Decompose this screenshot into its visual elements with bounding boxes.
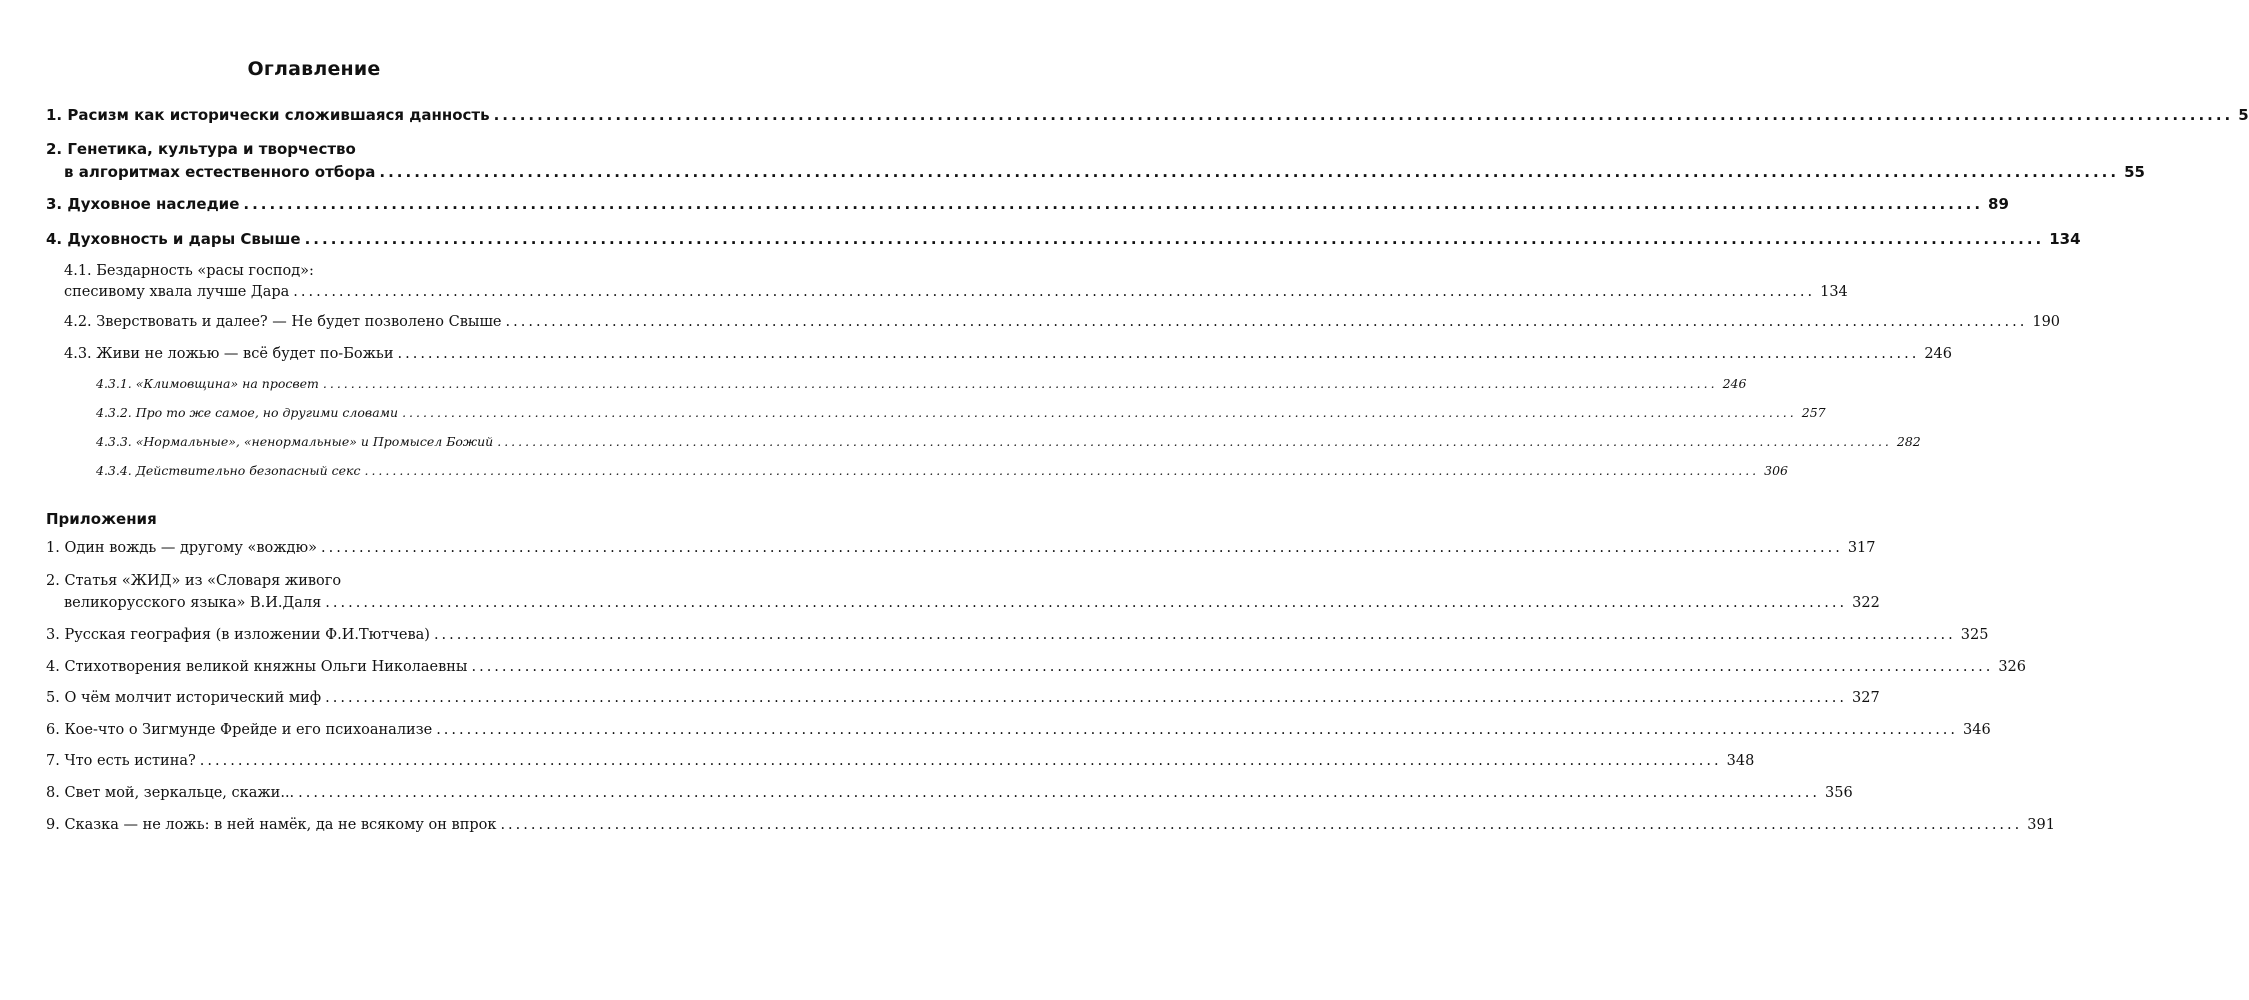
toc-section-4-2[interactable] <box>64 314 2061 330</box>
toc-appendix-5[interactable] <box>46 690 1880 706</box>
page-number: 190 <box>2032 314 2061 330</box>
dot-leader: ........................................................................................................................................................................................................ <box>471 659 1994 675</box>
dot-leader: ........................................................................................................................................................................................................ <box>322 376 1718 391</box>
toc-chapter-1[interactable] <box>46 106 2249 124</box>
page-number: 134 <box>1820 284 1848 300</box>
toc-chapter-3[interactable] <box>46 195 2009 213</box>
entry-label: великорусского языка» В.И.Даля <box>64 595 322 611</box>
page-number: 306 <box>1764 463 1789 478</box>
entry-label: 4.3.2. Про то же самое, но другими словами <box>96 405 399 420</box>
dot-leader: ........................................................................................................................................................................................................ <box>243 195 1984 213</box>
toc-subsection-4-3-1[interactable] <box>96 376 1747 391</box>
entry-label: в алгоритмах естественного отбора <box>64 163 376 181</box>
toc-appendix-2-line1[interactable]: 2. Статья «ЖИД» из «Словаря живого <box>46 573 342 589</box>
toc-section-4-1-line1[interactable]: 4.1. Бездарность «расы господ»: <box>64 263 314 279</box>
dot-leader: ........................................................................................................................................................................................................ <box>293 284 1816 300</box>
entry-label: 4.3.4. Действительно безопасный секс <box>96 463 361 478</box>
toc-subsection-4-3-2[interactable] <box>96 405 1826 420</box>
page-number: 89 <box>1988 195 2009 213</box>
page-number: 282 <box>1896 434 1921 449</box>
page-number: 322 <box>1852 595 1880 611</box>
toc-subsection-4-3-3[interactable] <box>96 434 1921 449</box>
dot-leader: ........................................................................................................................................................................................................ <box>298 785 1820 801</box>
page-number: 246 <box>1722 376 1747 391</box>
toc-section-4-3[interactable] <box>64 346 1953 362</box>
toc-section-4-1[interactable] <box>64 284 1848 300</box>
toc-subsection-4-3-4[interactable] <box>96 463 1789 478</box>
toc-chapter-4[interactable] <box>46 230 2081 248</box>
dot-leader: ........................................................................................................................................................................................................ <box>402 405 1797 420</box>
dot-leader: ........................................................................................................................................................................................................ <box>320 540 1843 556</box>
dot-leader: ........................................................................................................................................................................................................ <box>497 434 1892 449</box>
toc-appendix-7[interactable] <box>46 753 1755 769</box>
entry-label: 8. Свет мой, зеркальце, скажи... <box>46 785 295 801</box>
page-number: 246 <box>1924 346 1953 362</box>
dot-leader: ........................................................................................................................................................................................................ <box>397 346 1920 362</box>
page-number: 346 <box>1963 722 1991 738</box>
page-number: 325 <box>1960 627 1989 643</box>
toc-chapter-2-line1[interactable]: 2. Генетика, культура и творчество <box>46 140 356 158</box>
dot-leader: ........................................................................................................................................................................................................ <box>304 230 2045 248</box>
toc-appendix-3[interactable] <box>46 627 1989 643</box>
page-number: 257 <box>1801 405 1826 420</box>
entry-label: 1. Расизм как исторически сложившаяся данность <box>46 106 490 124</box>
entry-label: 9. Сказка — не ложь: в ней намёк, да не всякому он впрок <box>46 817 497 833</box>
dot-leader: ........................................................................................................................................................................................................ <box>325 690 1847 706</box>
entry-label: 4.2. Зверствовать и далее? — Не будет позволено Свыше <box>64 314 502 330</box>
entry-label: 4.3.3. «Нормальные», «ненормальные» и Промысел Божий <box>96 434 494 449</box>
dot-leader: ........................................................................................................................................................................................................ <box>500 817 2023 833</box>
page-number: 356 <box>1825 785 1853 801</box>
page-number: 55 <box>2124 163 2145 181</box>
page-number: 348 <box>1726 753 1755 769</box>
toc-title: Оглавление <box>247 58 381 80</box>
entry-label: 6. Кое-что о Зигмунде Фрейде и его психоанализе <box>46 722 433 738</box>
entry-label: 3. Русская география (в изложении Ф.И.Тютчева) <box>46 627 430 643</box>
page-number: 5 <box>2238 106 2249 124</box>
dot-leader: ........................................................................................................................................................................................................ <box>433 627 1956 643</box>
dot-leader: ........................................................................................................................................................................................................ <box>505 314 2028 330</box>
dot-leader: ........................................................................................................................................................................................................ <box>493 106 2234 124</box>
entry-label: спесивому хвала лучше Дара <box>64 284 290 300</box>
appendix-heading: Приложения <box>46 510 157 528</box>
entry-label: 4. Стихотворения великой княжны Ольги Николаевны <box>46 659 468 675</box>
entry-label: 4.3. Живи не ложью — всё будет по-Божьи <box>64 346 394 362</box>
entry-label: 3. Духовное наследие <box>46 195 240 213</box>
toc-appendix-9[interactable] <box>46 817 2055 833</box>
entry-label: 7. Что есть истина? <box>46 753 196 769</box>
toc-chapter-2[interactable] <box>64 163 2145 181</box>
entry-label: 5. О чём молчит исторический миф <box>46 690 322 706</box>
toc-appendix-6[interactable] <box>46 722 1991 738</box>
page-number: 317 <box>1847 540 1876 556</box>
entry-label: 1. Один вождь — другому «вождю» <box>46 540 317 556</box>
entry-label: 4. Духовность и дары Свыше <box>46 230 301 248</box>
dot-leader: ........................................................................................................................................................................................................ <box>325 595 1848 611</box>
toc-appendix-2[interactable] <box>64 595 1880 611</box>
dot-leader: ........................................................................................................................................................................................................ <box>364 463 1760 478</box>
page-number: 327 <box>1852 690 1880 706</box>
entry-label: 4.3.1. «Климовщина» на просвет <box>96 376 319 391</box>
dot-leader: ........................................................................................................................................................................................................ <box>199 753 1722 769</box>
page-number: 326 <box>1998 659 2026 675</box>
dot-leader: ........................................................................................................................................................................................................ <box>379 163 2120 181</box>
page-number: 134 <box>2049 230 2081 248</box>
toc-appendix-4[interactable] <box>46 659 2026 675</box>
toc-appendix-8[interactable] <box>46 785 1853 801</box>
dot-leader: ........................................................................................................................................................................................................ <box>436 722 1959 738</box>
toc-appendix-1[interactable] <box>46 540 1876 556</box>
page-number: 391 <box>2027 817 2055 833</box>
